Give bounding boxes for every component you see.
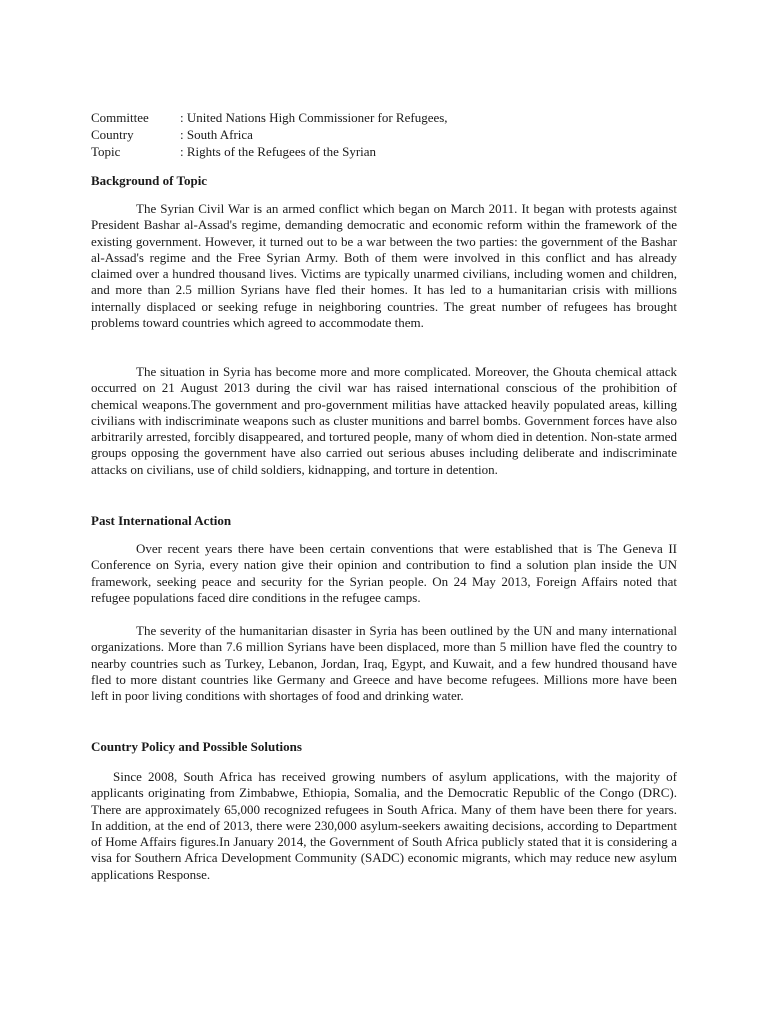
committee-label: Committee xyxy=(91,110,149,125)
topic-value: : Rights of the Refugees of the Syrian xyxy=(180,144,377,159)
section-heading-past-action: Past International Action xyxy=(91,513,232,528)
country-policy-paragraph-1: Since 2008, South Africa has received growing numbers of asylum applications, with the majority of applicants originating from Zimbabwe, Ethiopia, Somalia, and the Democratic Republic of the Congo (DRC). There are approximately 65,000 recognized refugees in South Africa. Many of them have been there for years. In addition, at the end of 2013, there were 230,000 asylum-seekers awaiting decisions, according to Department of Home Affairs figures.In January 2014, the Government of South Africa publicly stated that it is considering a visa for Southern Africa Development Community (SADC) economic migrants, which may reduce new asylum applications Response. xyxy=(91,769,677,882)
country-label: Country xyxy=(91,127,134,142)
past-action-paragraph-1: Over recent years there have been certain conventions that were established that is The Geneva II Conference on Syria, every nation give their opinion and contribution to find a solution plan inside the UN framework, seeking peace and security for the Syrian people. On 24 May 2013, Foreign Affairs noted that refugee populations faced dire conditions in the refugee camps. xyxy=(91,541,677,605)
background-paragraph-1: The Syrian Civil War is an armed conflict which began on March 2011. It began with protests against President Bashar al-Assad's regime, demanding democratic and economic reform within the framework of the existing government. However, it turned out to be a war between the two parties: the government of the Bashar al-Assad's regime and the Free Syrian Army. Both of them were involved in this conflict and has already claimed over a hundred thousand lives. Victims are typically unarmed civilians, including women and children, and more than 2.5 million Syrians have fled their homes. It has led to a humanitarian crisis with millions internally displaced or seeking refuge in neighboring countries. The great number of refugees has brought problems toward countries which agreed to accommodate them. xyxy=(91,201,677,331)
past-action-paragraph-2: The severity of the humanitarian disaster in Syria has been outlined by the UN and many international organizations. More than 7.6 million Syrians have been displaced, more than 5 million have fled the country to nearby countries such as Turkey, Lebanon, Jordan, Iraq, Egypt, and Kuwait, and a few hundred thousand have fled to more distant countries like Germany and Greece and have become refugees. Millions more have been left in poor living conditions with shortages of food and drinking water. xyxy=(91,623,677,704)
committee-value: : United Nations High Commissioner for Refugees, xyxy=(180,110,448,125)
background-paragraph-2: The situation in Syria has become more and more complicated. Moreover, the Ghouta chemical attack occurred on 21 August 2013 during the civil war has raised international conscious of the prohibition of chemical weapons.The government and pro-government militias have attacked heavily populated areas, killing civilians with indiscriminate weapons such as cluster munitions and barrel bombs. Government forces have also arbitrarily arrested, forcibly disappeared, and tortured people, many of whom died in detention. Non-state armed groups opposing the government have also carried out serious abuses including deliberate and indiscriminate attacks on civilians, use of child soldiers, kidnapping, and torture in detention. xyxy=(91,364,677,477)
section-heading-country-policy: Country Policy and Possible Solutions xyxy=(91,739,302,754)
section-heading-background: Background of Topic xyxy=(91,173,208,188)
country-value: : South Africa xyxy=(180,127,253,142)
topic-label: Topic xyxy=(91,144,121,159)
